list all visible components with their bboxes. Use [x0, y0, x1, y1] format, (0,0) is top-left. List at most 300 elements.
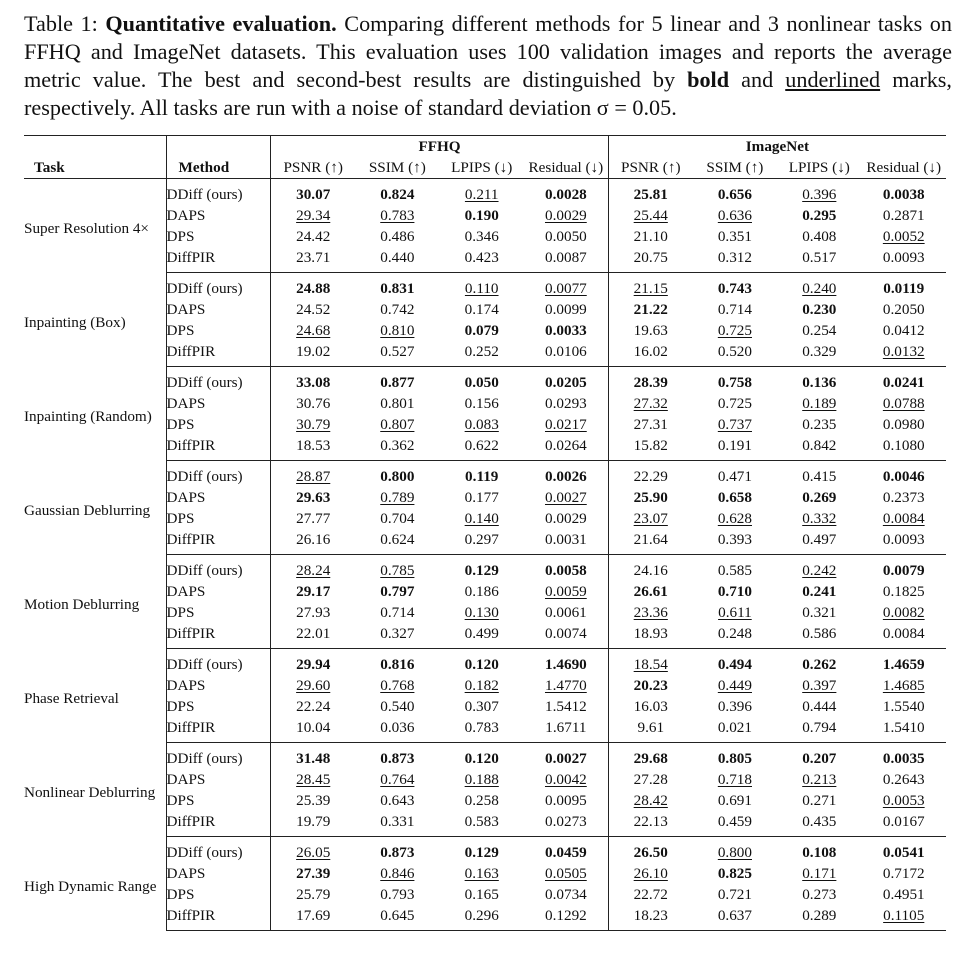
metric-header: LPIPS (↓) — [777, 157, 861, 179]
metric-value: 0.327 — [355, 623, 439, 649]
metric-value: 24.88 — [296, 280, 331, 297]
metric-value: 9.61 — [608, 717, 692, 743]
metric-value: 29.34 — [296, 207, 331, 224]
method-name: DiffPIR — [166, 529, 271, 555]
metric-value: 0.0027 — [524, 743, 608, 770]
metric-value: 0.289 — [777, 905, 861, 931]
metric-header-row — [24, 157, 946, 179]
metric-value: 0.262 — [802, 656, 837, 673]
metric-value: 29.17 — [296, 583, 331, 600]
metric-value: 0.611 — [718, 604, 752, 621]
task-label: Gaussian Deblurring — [24, 461, 166, 555]
metric-value: 0.207 — [802, 750, 837, 767]
metric-value: 0.242 — [802, 562, 837, 579]
metric-value: 0.0059 — [524, 581, 608, 602]
metric-value: 0.396 — [802, 186, 837, 203]
metric-value: 0.0505 — [524, 863, 608, 884]
metric-value: 0.704 — [380, 510, 415, 527]
metric-value: 0.1825 — [882, 583, 925, 600]
metric-value: 22.13 — [608, 811, 692, 837]
metric-value: 0.351 — [717, 228, 752, 245]
metric-value: 0.189 — [802, 395, 837, 412]
metric-value: 18.23 — [608, 905, 692, 931]
metric-value: 29.60 — [296, 677, 331, 694]
metric-value: 0.846 — [380, 865, 415, 882]
method-name: DPS — [166, 790, 271, 811]
metric-value: 0.800 — [380, 468, 415, 485]
metric-value: 0.177 — [464, 489, 499, 506]
metric-value: 16.02 — [608, 341, 692, 367]
metric-value: 0.321 — [802, 604, 837, 621]
metric-value: 0.0264 — [524, 435, 608, 461]
caption-bold-title: Quantitative evaluation. — [105, 11, 337, 36]
metric-value: 0.783 — [440, 717, 524, 743]
dataset-header-imagenet: ImageNet — [608, 136, 946, 158]
metric-value: 25.81 — [633, 186, 668, 203]
metric-value: 28.87 — [296, 468, 331, 485]
table-row — [24, 367, 946, 394]
metric-value: 0.459 — [693, 811, 777, 837]
metric-value: 29.94 — [296, 656, 331, 673]
metric-value: 0.842 — [777, 435, 861, 461]
metric-value: 0.331 — [355, 811, 439, 837]
metric-value: 28.24 — [296, 562, 331, 579]
metric-value: 0.362 — [355, 435, 439, 461]
metric-value: 0.691 — [717, 792, 752, 809]
metric-value: 18.54 — [633, 656, 668, 673]
method-name: DDiff (ours) — [166, 461, 271, 488]
metric-value: 16.03 — [633, 698, 668, 715]
metric-value: 0.213 — [802, 771, 837, 788]
metric-value: 0.520 — [693, 341, 777, 367]
method-name: DiffPIR — [166, 623, 271, 649]
metric-value: 15.82 — [608, 435, 692, 461]
metric-value: 0.0241 — [882, 374, 925, 391]
method-name: DPS — [166, 508, 271, 529]
metric-value: 0.0734 — [524, 884, 608, 905]
metric-value: 0.816 — [380, 656, 415, 673]
metric-value: 0.583 — [440, 811, 524, 837]
method-name: DAPS — [166, 769, 271, 790]
metric-value: 0.540 — [380, 698, 415, 715]
metric-value: 28.45 — [296, 771, 331, 788]
metric-value: 0.714 — [380, 604, 415, 621]
metric-value: 0.785 — [380, 562, 415, 579]
metric-value: 0.471 — [717, 468, 752, 485]
metric-value: 0.119 — [465, 468, 499, 485]
metric-value: 21.64 — [608, 529, 692, 555]
metric-value: 0.423 — [440, 247, 524, 273]
metric-value: 29.63 — [296, 489, 331, 506]
metric-value: 0.110 — [464, 280, 499, 297]
table-row — [24, 837, 946, 864]
metric-value: 0.130 — [464, 604, 499, 621]
metric-value: 0.742 — [380, 301, 415, 318]
metric-value: 0.174 — [464, 301, 499, 318]
metric-value: 21.10 — [633, 228, 668, 245]
method-name: DAPS — [166, 299, 271, 320]
metric-value: 0.393 — [693, 529, 777, 555]
metric-value: 0.307 — [464, 698, 499, 715]
results-table — [24, 135, 946, 931]
metric-value: 1.6711 — [524, 717, 608, 743]
table-row — [24, 555, 946, 582]
metric-value: 0.643 — [380, 792, 415, 809]
metric-value: 0.0541 — [882, 844, 925, 861]
metric-value: 25.90 — [633, 489, 668, 506]
metric-value: 0.182 — [464, 677, 499, 694]
metric-value: 0.793 — [380, 886, 415, 903]
metric-value: 0.0058 — [524, 555, 608, 582]
metric-value: 24.68 — [296, 322, 331, 339]
metric-value: 19.02 — [271, 341, 355, 367]
metric-value: 0.0273 — [524, 811, 608, 837]
task-block — [24, 555, 946, 649]
metric-value: 0.0042 — [524, 769, 608, 790]
metric-value: 0.0459 — [524, 837, 608, 864]
metric-value: 0.805 — [717, 750, 752, 767]
method-name: DDiff (ours) — [166, 367, 271, 394]
method-name: DDiff (ours) — [166, 649, 271, 676]
metric-value: 0.645 — [355, 905, 439, 931]
metric-value: 0.021 — [693, 717, 777, 743]
method-name: DDiff (ours) — [166, 179, 271, 206]
metric-value: 0.725 — [717, 395, 752, 412]
metric-value: 0.0074 — [524, 623, 608, 649]
metric-value: 22.72 — [633, 886, 668, 903]
metric-value: 20.23 — [633, 677, 668, 694]
metric-value: 0.801 — [380, 395, 415, 412]
task-column-header: Task — [24, 157, 166, 179]
metric-value: 0.824 — [380, 186, 415, 203]
metric-value: 0.190 — [464, 207, 499, 224]
metric-header: SSIM (↑) — [693, 157, 777, 179]
metric-value: 0.0053 — [882, 792, 925, 809]
task-block — [24, 743, 946, 837]
metric-value: 1.5412 — [524, 696, 608, 717]
metric-value: 0.165 — [464, 886, 499, 903]
metric-value: 0.295 — [802, 207, 837, 224]
metric-value: 0.768 — [380, 677, 415, 694]
metric-value: 0.396 — [717, 698, 752, 715]
metric-value: 0.0082 — [882, 604, 925, 621]
metric-value: 0.0079 — [882, 562, 925, 579]
task-label: Inpainting (Box) — [24, 273, 166, 367]
metric-value: 0.622 — [440, 435, 524, 461]
metric-value: 0.191 — [693, 435, 777, 461]
metric-value: 0.269 — [802, 489, 837, 506]
metric-value: 0.0033 — [524, 320, 608, 341]
metric-value: 0.2373 — [882, 489, 925, 506]
metric-value: 0.831 — [380, 280, 415, 297]
metric-value: 24.52 — [296, 301, 331, 318]
metric-value: 24.42 — [296, 228, 331, 245]
method-name: DDiff (ours) — [166, 743, 271, 770]
metric-value: 10.04 — [271, 717, 355, 743]
caption-text-1: Comparing different methods for 5 linear and 3 nonlinear tasks on FFHQ and ImageNet datasets. This evaluation uses 100 validation images and reports the average metric value. The best and second-best results are distinguished by — [24, 11, 952, 92]
metric-value: 0.241 — [802, 583, 837, 600]
metric-value: 0.797 — [380, 583, 415, 600]
metric-value: 0.877 — [380, 374, 415, 391]
metric-value: 0.0106 — [524, 341, 608, 367]
metric-value: 0.0035 — [882, 750, 925, 767]
metric-value: 0.0217 — [524, 414, 608, 435]
method-name: DAPS — [166, 675, 271, 696]
metric-value: 0.0980 — [882, 416, 925, 433]
metric-value: 0.718 — [717, 771, 752, 788]
metric-header: PSNR (↑) — [608, 157, 692, 179]
metric-value: 0.0050 — [524, 226, 608, 247]
metric-value: 0.0132 — [861, 341, 946, 367]
metric-value: 0.296 — [440, 905, 524, 931]
metric-value: 0.585 — [717, 562, 752, 579]
metric-value: 0.758 — [717, 374, 752, 391]
metric-value: 0.440 — [355, 247, 439, 273]
metric-value: 0.129 — [464, 844, 499, 861]
metric-value: 33.08 — [296, 374, 331, 391]
metric-value: 0.0095 — [524, 790, 608, 811]
metric-value: 22.24 — [296, 698, 331, 715]
metric-value: 25.79 — [296, 886, 331, 903]
metric-value: 0.211 — [464, 186, 499, 203]
method-column-header: Method — [166, 157, 271, 179]
metric-value: 0.129 — [464, 562, 499, 579]
metric-value: 30.76 — [296, 395, 331, 412]
metric-header: Residual (↓) — [861, 157, 946, 179]
metric-value: 0.2643 — [882, 771, 925, 788]
metric-value: 18.93 — [608, 623, 692, 649]
metric-value: 0.0084 — [882, 510, 925, 527]
metric-value: 0.737 — [717, 416, 752, 433]
metric-header: LPIPS (↓) — [440, 157, 524, 179]
method-name: DPS — [166, 884, 271, 905]
method-name: DiffPIR — [166, 435, 271, 461]
metric-value: 0.1080 — [861, 435, 946, 461]
method-name: DiffPIR — [166, 811, 271, 837]
metric-value: 0.725 — [717, 322, 752, 339]
metric-value: 0.108 — [802, 844, 837, 861]
metric-value: 27.77 — [296, 510, 331, 527]
metric-value: 0.494 — [717, 656, 752, 673]
metric-value: 25.39 — [296, 792, 331, 809]
metric-value: 28.42 — [633, 792, 668, 809]
metric-value: 0.783 — [380, 207, 415, 224]
method-name: DDiff (ours) — [166, 555, 271, 582]
metric-value: 0.794 — [777, 717, 861, 743]
metric-value: 27.28 — [633, 771, 668, 788]
metric-value: 26.05 — [296, 844, 331, 861]
dataset-header-ffhq: FFHQ — [271, 136, 609, 158]
metric-value: 0.140 — [464, 510, 499, 527]
metric-value: 19.63 — [633, 322, 668, 339]
metric-value: 21.15 — [633, 280, 668, 297]
metric-value: 24.16 — [633, 562, 668, 579]
metric-value: 0.156 — [464, 395, 499, 412]
metric-value: 1.4685 — [882, 677, 925, 694]
metric-value: 0.0412 — [882, 322, 925, 339]
metric-value: 1.5540 — [882, 698, 925, 715]
metric-value: 23.36 — [633, 604, 668, 621]
metric-value: 0.297 — [440, 529, 524, 555]
metric-value: 0.240 — [802, 280, 837, 297]
metric-header: SSIM (↑) — [355, 157, 439, 179]
metric-value: 30.79 — [296, 416, 331, 433]
metric-value: 28.39 — [633, 374, 668, 391]
metric-value: 0.235 — [802, 416, 837, 433]
task-block — [24, 461, 946, 555]
metric-value: 0.332 — [802, 510, 837, 527]
caption-text-2: and — [729, 67, 786, 92]
metric-value: 0.499 — [440, 623, 524, 649]
metric-value: 0.636 — [717, 207, 752, 224]
metric-value: 0.435 — [777, 811, 861, 837]
metric-value: 0.710 — [717, 583, 752, 600]
metric-value: 0.2871 — [882, 207, 925, 224]
metric-value: 22.29 — [633, 468, 668, 485]
metric-value: 27.39 — [296, 865, 331, 882]
task-label: High Dynamic Range — [24, 837, 166, 931]
method-name: DPS — [166, 226, 271, 247]
metric-value: 0.873 — [380, 750, 415, 767]
metric-value: 0.628 — [717, 510, 752, 527]
metric-value: 0.764 — [380, 771, 415, 788]
metric-value: 0.050 — [464, 374, 499, 391]
table-caption — [24, 10, 952, 122]
method-name: DiffPIR — [166, 341, 271, 367]
task-block — [24, 179, 946, 273]
metric-value: 0.171 — [802, 865, 837, 882]
metric-value: 0.486 — [380, 228, 415, 245]
metric-value: 0.0119 — [883, 280, 925, 297]
caption-bold-word: bold — [687, 67, 730, 92]
metric-value: 0.444 — [802, 698, 837, 715]
table-row — [24, 273, 946, 300]
metric-value: 0.0099 — [524, 299, 608, 320]
metric-value: 17.69 — [271, 905, 355, 931]
metric-value: 0.637 — [693, 905, 777, 931]
method-name: DAPS — [166, 863, 271, 884]
metric-value: 0.721 — [717, 886, 752, 903]
method-name: DiffPIR — [166, 905, 271, 931]
metric-value: 0.624 — [355, 529, 439, 555]
metric-value: 31.48 — [296, 750, 331, 767]
metric-value: 0.397 — [802, 677, 837, 694]
metric-value: 27.31 — [633, 416, 668, 433]
metric-value: 0.0038 — [882, 186, 925, 203]
metric-value: 0.517 — [777, 247, 861, 273]
metric-value: 1.4770 — [524, 675, 608, 696]
metric-value: 0.0052 — [882, 228, 925, 245]
metric-value: 0.7172 — [882, 865, 925, 882]
task-label: Nonlinear Deblurring — [24, 743, 166, 837]
dataset-header-row — [24, 136, 946, 158]
metric-value: 0.120 — [464, 750, 499, 767]
table-row — [24, 461, 946, 488]
task-label: Phase Retrieval — [24, 649, 166, 743]
metric-value: 0.312 — [693, 247, 777, 273]
metric-value: 0.415 — [802, 468, 837, 485]
metric-value: 30.07 — [296, 186, 331, 203]
caption-text-3: marks, respectively. All tasks are run with a noise of standard deviation σ = 0.05. — [24, 67, 952, 120]
metric-value: 27.93 — [296, 604, 331, 621]
metric-value: 0.271 — [802, 792, 837, 809]
metric-value: 0.1105 — [861, 905, 946, 931]
metric-value: 0.120 — [464, 656, 499, 673]
method-name: DPS — [166, 414, 271, 435]
metric-header: Residual (↓) — [524, 157, 608, 179]
metric-value: 0.714 — [717, 301, 752, 318]
metric-value: 0.0026 — [524, 461, 608, 488]
metric-value: 0.346 — [464, 228, 499, 245]
metric-value: 0.186 — [464, 583, 499, 600]
metric-value: 0.0205 — [524, 367, 608, 394]
metric-value: 29.68 — [633, 750, 668, 767]
metric-value: 0.0788 — [882, 395, 925, 412]
metric-value: 0.0167 — [861, 811, 946, 837]
metric-value: 0.0084 — [861, 623, 946, 649]
metric-value: 20.75 — [608, 247, 692, 273]
caption-label: Table 1: — [24, 11, 106, 36]
metric-value: 0.1292 — [524, 905, 608, 931]
metric-header: PSNR (↑) — [271, 157, 355, 179]
metric-value: 1.5410 — [861, 717, 946, 743]
metric-value: 0.656 — [717, 186, 752, 203]
metric-value: 0.408 — [802, 228, 837, 245]
method-name: DAPS — [166, 393, 271, 414]
method-name: DiffPIR — [166, 247, 271, 273]
metric-value: 0.800 — [717, 844, 752, 861]
method-name: DAPS — [166, 581, 271, 602]
metric-value: 18.53 — [271, 435, 355, 461]
method-name: DAPS — [166, 487, 271, 508]
metric-value: 0.329 — [777, 341, 861, 367]
table-row — [24, 179, 946, 206]
metric-value: 0.136 — [802, 374, 837, 391]
task-block — [24, 649, 946, 743]
metric-value: 0.807 — [380, 416, 415, 433]
metric-value: 0.252 — [440, 341, 524, 367]
metric-value: 1.4659 — [882, 656, 925, 673]
metric-value: 0.873 — [380, 844, 415, 861]
method-name: DPS — [166, 696, 271, 717]
metric-value: 0.0293 — [524, 393, 608, 414]
task-label: Inpainting (Random) — [24, 367, 166, 461]
method-name: DPS — [166, 602, 271, 623]
metric-value: 0.810 — [380, 322, 415, 339]
metric-value: 0.079 — [464, 322, 499, 339]
task-label: Motion Deblurring — [24, 555, 166, 649]
metric-value: 0.273 — [802, 886, 837, 903]
metric-value: 23.07 — [633, 510, 668, 527]
metric-value: 0.0093 — [861, 247, 946, 273]
metric-value: 26.16 — [271, 529, 355, 555]
method-name: DDiff (ours) — [166, 273, 271, 300]
task-block — [24, 367, 946, 461]
metric-value: 0.0061 — [524, 602, 608, 623]
metric-value: 0.188 — [464, 771, 499, 788]
metric-value: 0.0093 — [861, 529, 946, 555]
metric-value: 0.0077 — [524, 273, 608, 300]
method-name: DDiff (ours) — [166, 837, 271, 864]
metric-value: 27.32 — [633, 395, 668, 412]
metric-value: 0.2050 — [882, 301, 925, 318]
metric-value: 0.743 — [717, 280, 752, 297]
metric-value: 25.44 — [633, 207, 668, 224]
metric-value: 22.01 — [271, 623, 355, 649]
metric-value: 0.0029 — [524, 205, 608, 226]
metric-value: 0.658 — [717, 489, 752, 506]
metric-value: 0.254 — [802, 322, 837, 339]
